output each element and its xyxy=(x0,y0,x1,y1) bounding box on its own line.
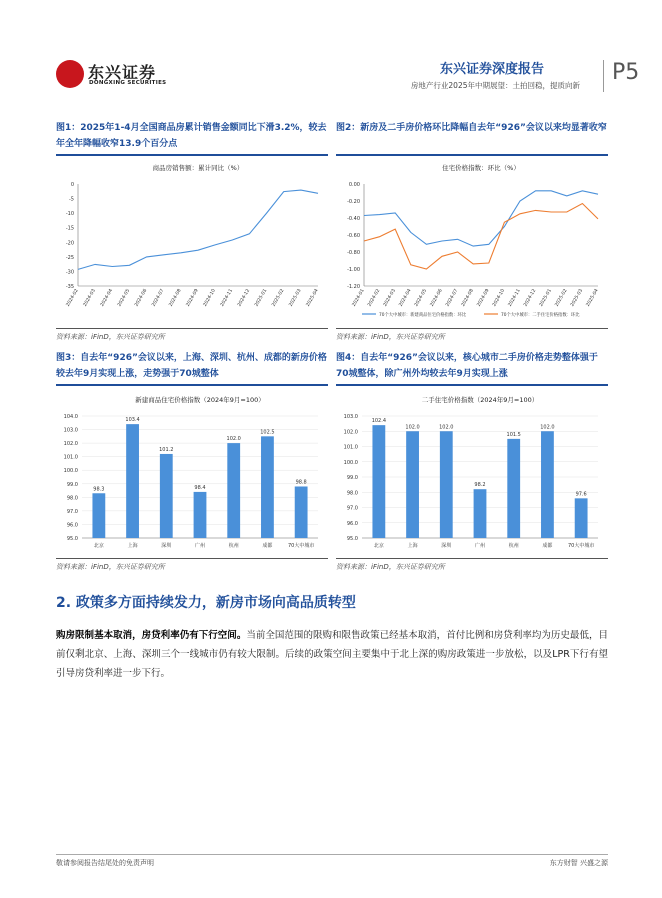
y-tick-label: 95.0 xyxy=(66,536,78,542)
bar-3 xyxy=(160,454,173,538)
x-tick-label: 2024-10 xyxy=(202,288,217,308)
y-tick-label: 99.0 xyxy=(66,481,78,488)
x-tick-label: 2024-06 xyxy=(134,288,149,308)
bar-value-label: 101.5 xyxy=(506,431,521,438)
y-tick-label: -0.60 xyxy=(347,233,360,239)
bar-value-label: 102.0 xyxy=(540,424,555,431)
figure-2-title: 图2：新房及二手房价格环比降幅自去年“926”会议以来均显著收窄 xyxy=(336,123,607,133)
figure-4-chart xyxy=(336,388,608,556)
x-tick-label: 2024-11 xyxy=(220,288,235,308)
bar-value-label: 102.0 xyxy=(439,424,454,431)
x-category-label: 杭州 xyxy=(228,543,239,549)
bar-value-label: 102.4 xyxy=(371,418,387,425)
x-tick-label: 2024-09 xyxy=(476,288,491,308)
chart-title: 商品房销售额：累计同比（%） xyxy=(152,164,244,172)
bar-2 xyxy=(406,431,419,538)
figure-2-rule xyxy=(336,154,608,156)
y-tick-label: 103.0 xyxy=(343,414,358,420)
bar-5 xyxy=(227,443,240,538)
bar-value-label: 102.5 xyxy=(260,429,275,436)
x-tick-label: 2025-01 xyxy=(254,288,269,308)
bar-value-label: 97.6 xyxy=(575,491,587,498)
y-tick-label: 102.0 xyxy=(343,429,358,436)
x-tick-label: 2024-04 xyxy=(398,288,413,308)
section-paragraph xyxy=(56,626,608,683)
y-tick-label: 99.0 xyxy=(346,475,358,481)
bar-value-label: 98.4 xyxy=(194,484,206,491)
x-tick-label: 2024-08 xyxy=(168,288,183,308)
figure-2-chart xyxy=(336,158,608,326)
series-line-1 xyxy=(78,190,318,269)
figure-1-rule xyxy=(56,154,328,156)
x-tick-label: 2024-02 xyxy=(65,288,80,308)
x-tick-label: 2024-03 xyxy=(383,288,397,308)
x-tick-label: 2024-05 xyxy=(117,288,132,308)
bar-7 xyxy=(295,486,308,538)
y-tick-label: 103.0 xyxy=(63,427,78,434)
x-tick-label: 2024-04 xyxy=(100,288,115,308)
y-tick-label: -0.20 xyxy=(347,199,360,205)
y-tick-label: -30 xyxy=(65,269,74,276)
y-tick-label: 95.0 xyxy=(346,536,358,542)
x-tick-label: 2024-08 xyxy=(461,288,475,308)
logo-name-cn: 东兴证券 xyxy=(88,63,157,82)
bar-2 xyxy=(126,424,139,538)
y-tick-label: 101.0 xyxy=(343,444,358,451)
x-tick-label: 2025-02 xyxy=(554,288,569,308)
x-category-label: 北京 xyxy=(373,543,384,549)
y-tick-label: -0.80 xyxy=(347,250,360,256)
footer-disclaimer: 敬请参阅报告结尾处的免责声明 xyxy=(56,859,154,867)
x-tick-label: 2024-07 xyxy=(445,288,460,308)
bar-value-label: 98.2 xyxy=(474,482,486,489)
bar-6 xyxy=(261,436,274,538)
series-line-2 xyxy=(364,204,598,270)
x-tick-label: 2024-06 xyxy=(429,288,444,308)
figure-4-source: 资料来源：iFinD，东兴证券研究所 xyxy=(336,563,445,571)
x-category-label: 深圳 xyxy=(441,543,452,549)
x-tick-label: 2024-07 xyxy=(151,288,166,308)
x-tick-label: 2025-04 xyxy=(305,288,320,308)
header-divider xyxy=(603,60,604,92)
y-tick-label: -1.00 xyxy=(347,267,360,273)
figure-2-bottom-rule xyxy=(336,328,608,329)
x-category-label: 广州 xyxy=(194,543,206,549)
y-tick-label: 101.0 xyxy=(63,454,78,461)
x-tick-label: 2024-12 xyxy=(523,288,538,308)
x-category-label: 成都 xyxy=(262,543,273,549)
logo-name-en: DONGXING SECURITIES xyxy=(89,80,167,86)
y-tick-label: 102.0 xyxy=(63,441,78,448)
chart-title: 二手住宅价格指数（2024年9月=100） xyxy=(421,396,539,404)
bar-1 xyxy=(92,493,105,538)
chart-title: 新建商品住宅价格指数（2024年9月=100） xyxy=(135,396,265,404)
footer-rule xyxy=(56,854,608,855)
x-category-label: 杭州 xyxy=(508,543,519,549)
figure-4-bottom-rule xyxy=(336,558,608,559)
figure-3-chart xyxy=(56,388,328,556)
x-tick-label: 2025-03 xyxy=(570,288,585,308)
y-tick-label: 0 xyxy=(70,182,74,188)
report-title: 东兴证券深度报告 xyxy=(440,62,545,77)
x-tick-label: 2024-12 xyxy=(237,288,252,308)
y-tick-label: -35 xyxy=(65,284,74,290)
x-tick-label: 2024-05 xyxy=(414,288,429,308)
x-category-label: 上海 xyxy=(407,543,418,549)
page-number: P5 xyxy=(612,60,640,85)
bar-6 xyxy=(541,431,554,538)
x-category-label: 70大中城市 xyxy=(567,543,595,549)
y-tick-label: -25 xyxy=(65,254,74,261)
x-category-label: 深圳 xyxy=(161,543,172,549)
y-tick-label: 100.0 xyxy=(63,468,78,475)
figure-1-source: 资料来源：iFinD，东兴证券研究所 xyxy=(56,333,165,341)
x-tick-label: 2025-02 xyxy=(271,288,286,308)
figure-1-title: 图1：2025年1-4月全国商品房累计销售金额同比下滑3.2%，较去年全年降幅收窄13.9个百分点 xyxy=(56,123,327,149)
x-category-label: 北京 xyxy=(93,543,104,549)
bar-5 xyxy=(507,439,520,538)
bar-value-label: 98.3 xyxy=(93,486,105,493)
bar-value-label: 101.2 xyxy=(159,446,174,453)
y-tick-label: 98.0 xyxy=(66,495,78,502)
bar-value-label: 102.0 xyxy=(405,424,420,431)
legend-label-2: 70个大中城市：二手住宅价格指数：环比 xyxy=(501,312,580,318)
figure-1-chart xyxy=(56,158,328,326)
y-tick-label: -5 xyxy=(69,196,74,203)
x-tick-label: 2025-03 xyxy=(288,288,303,308)
footer-slogan: 东方财智 兴盛之源 xyxy=(549,859,608,867)
x-tick-label: 2024-03 xyxy=(82,288,97,308)
x-tick-label: 2024-11 xyxy=(507,288,522,308)
bar-4 xyxy=(194,492,207,538)
bar-1 xyxy=(372,425,385,538)
y-tick-label: -15 xyxy=(65,225,74,232)
x-tick-label: 2025-04 xyxy=(585,288,600,308)
x-category-label: 成都 xyxy=(542,543,553,549)
bar-value-label: 102.0 xyxy=(226,436,241,443)
figure-1-bottom-rule xyxy=(56,328,328,329)
y-tick-label: -10 xyxy=(65,211,74,218)
y-tick-label: 96.0 xyxy=(346,520,358,527)
figure-3-source: 资料来源：iFinD，东兴证券研究所 xyxy=(56,563,165,571)
y-tick-label: 100.0 xyxy=(343,459,358,466)
legend-label-1: 70个大中城市：新建商品住宅价格指数：环比 xyxy=(379,312,467,318)
bar-4 xyxy=(474,489,487,538)
bar-value-label: 98.8 xyxy=(295,479,307,486)
x-tick-label: 2024-09 xyxy=(185,288,200,308)
y-tick-label: 98.0 xyxy=(346,490,358,497)
x-tick-label: 2025-01 xyxy=(539,288,553,308)
section-title: 2. 政策多方面持续发力，新房市场向高品质转型 xyxy=(56,595,356,611)
y-tick-label: -1.20 xyxy=(347,284,360,290)
y-tick-label: 97.0 xyxy=(66,508,78,515)
x-category-label: 上海 xyxy=(127,543,138,549)
bar-value-label: 103.4 xyxy=(125,417,140,424)
y-tick-label: 0.00 xyxy=(348,182,360,188)
y-tick-label: -20 xyxy=(65,240,74,247)
x-category-label: 广州 xyxy=(474,543,486,549)
y-tick-label: 96.0 xyxy=(66,522,78,529)
page-header xyxy=(0,0,662,100)
y-tick-label: -0.40 xyxy=(347,216,360,222)
paragraph-lead: 购房限制基本取消，房贷利率仍有下行空间。 xyxy=(56,630,247,641)
x-category-label: 70大中城市 xyxy=(287,543,315,549)
chart-title: 住宅价格指数：环比（%） xyxy=(442,164,520,172)
logo-emblem-icon xyxy=(56,60,84,88)
company-logo xyxy=(56,60,166,90)
bar-3 xyxy=(440,431,453,538)
figure-3-title: 图3：自去年“926”会议以来，上海、深圳、杭州、成都的新房价格较去年9月实现上涨，走势强于70城整体 xyxy=(56,353,327,379)
y-tick-label: 97.0 xyxy=(346,505,358,512)
x-tick-label: 2024-01 xyxy=(351,288,366,308)
bar-7 xyxy=(575,498,588,538)
figure-3-bottom-rule xyxy=(56,558,328,559)
figure-4-title: 图4：自去年“926”会议以来，核心城市二手房价格走势整体强于70城整体，除广州外均较去年9月实现上涨 xyxy=(336,353,598,379)
report-subtitle: 房地产行业2025年中期展望：土拍回稳，提质向新 xyxy=(410,81,580,90)
figure-4-rule xyxy=(336,384,608,386)
y-tick-label: 104.0 xyxy=(63,414,78,420)
x-tick-label: 2024-02 xyxy=(367,288,382,308)
figure-3-rule xyxy=(56,384,328,386)
paragraph-body: 当前全国范围的限购和限售政策已经基本取消，首付比例和房贷利率均为历史最低，目前仅剩北京、上海、深圳三个一线城市仍有较大限制。后续的政策空间主要集中于北上深的购房政策进一步放松，以及LPR下行有望引导房贷利率进一步下行。 xyxy=(56,630,608,679)
x-tick-label: 2024-10 xyxy=(492,288,507,308)
figure-2-source: 资料来源：iFinD，东兴证券研究所 xyxy=(336,333,445,341)
